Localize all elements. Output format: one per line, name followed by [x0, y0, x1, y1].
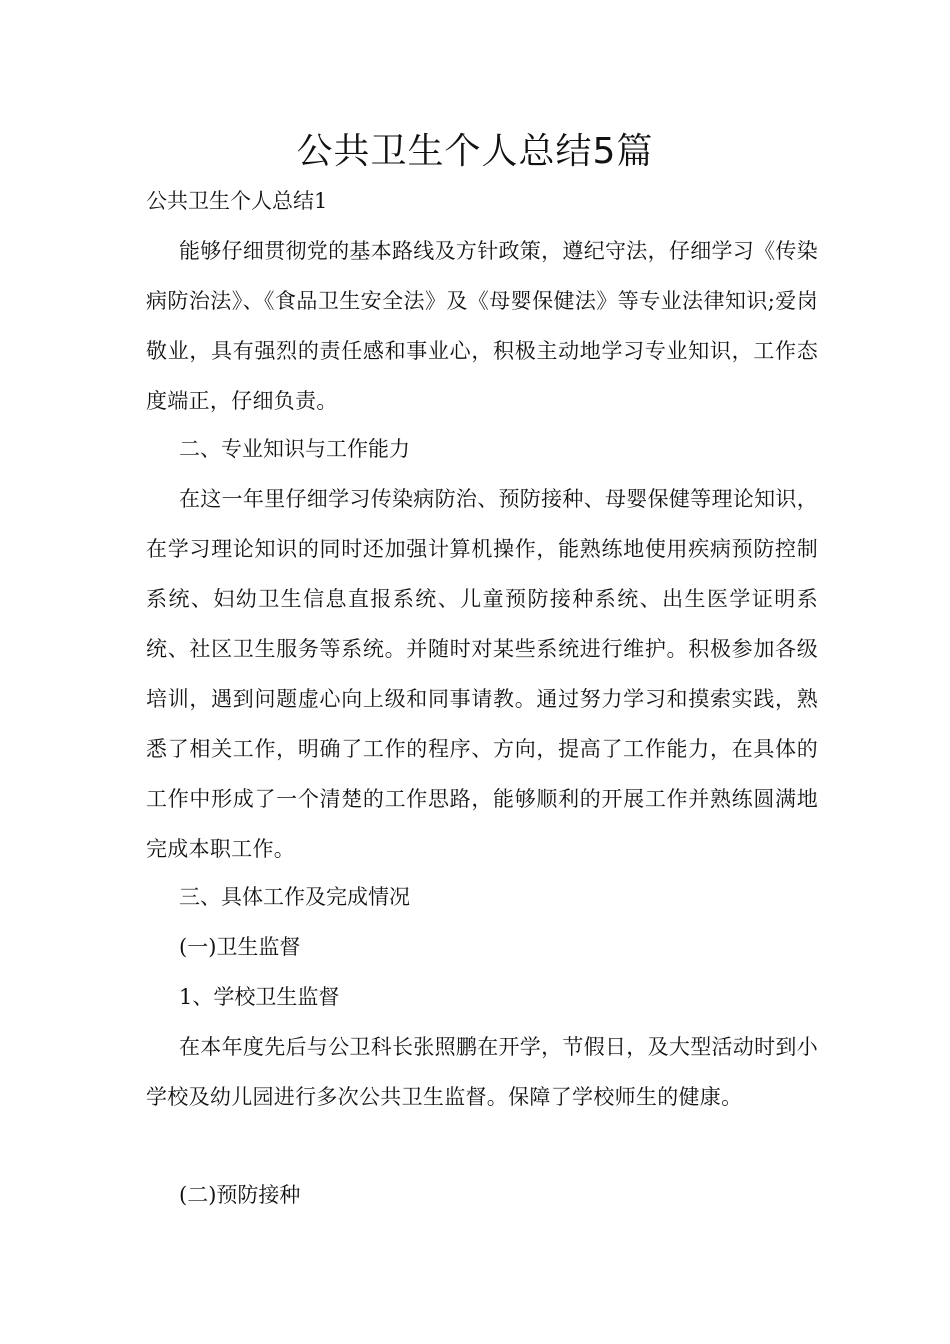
heading-professional-knowledge: 二、专业知识与工作能力	[179, 437, 410, 461]
paragraph-2: 在这一年里仔细学习传染病防治、预防接种、母婴保健等理论知识，在学习理论知识的同时还加强计算机操作，能熟练地使用疾病预防控制系统、妇幼卫生信息直报系统、儿童预防接种系统、出生医学证明系统、社区卫生服务等系统。并随时对某些系统进行维护。积极参加各级培训，遇到问题虚心向上级和同事请教。通过努力学习和摸索实践，熟悉了相关工作，明确了工作的程序、方向，提高了工作能力，在具体的工作中形成了一个清楚的工作思路，能够顺利的开展工作并熟练圆满地完成本职工作。	[146, 487, 818, 861]
heading-health-supervision: (一)卫生监督	[179, 935, 301, 959]
paragraph-3: 在本年度先后与公卫科长张照鹏在开学，节假日，及大型活动时到小学校及幼儿园进行多次公共卫生监督。保障了学校师生的健康。	[146, 1035, 818, 1109]
section-subtitle: 公共卫生个人总结1	[146, 189, 328, 213]
heading-school-health-supervision: 1、学校卫生监督	[179, 985, 340, 1009]
heading-specific-work: 三、具体工作及完成情况	[179, 885, 410, 909]
paragraph-1: 能够仔细贯彻党的基本路线及方针政策，遵纪守法，仔细学习《传染病防治法》、《食品卫生安全法》及《母婴保健法》等专业法律知识;爱岗敬业，具有强烈的责任感和事业心，积极主动地学习专业知识，工作态度端正，仔细负责。	[146, 239, 818, 413]
document-title: 公共卫生个人总结5篇	[296, 131, 654, 172]
heading-vaccination: (二)预防接种	[179, 1183, 301, 1207]
